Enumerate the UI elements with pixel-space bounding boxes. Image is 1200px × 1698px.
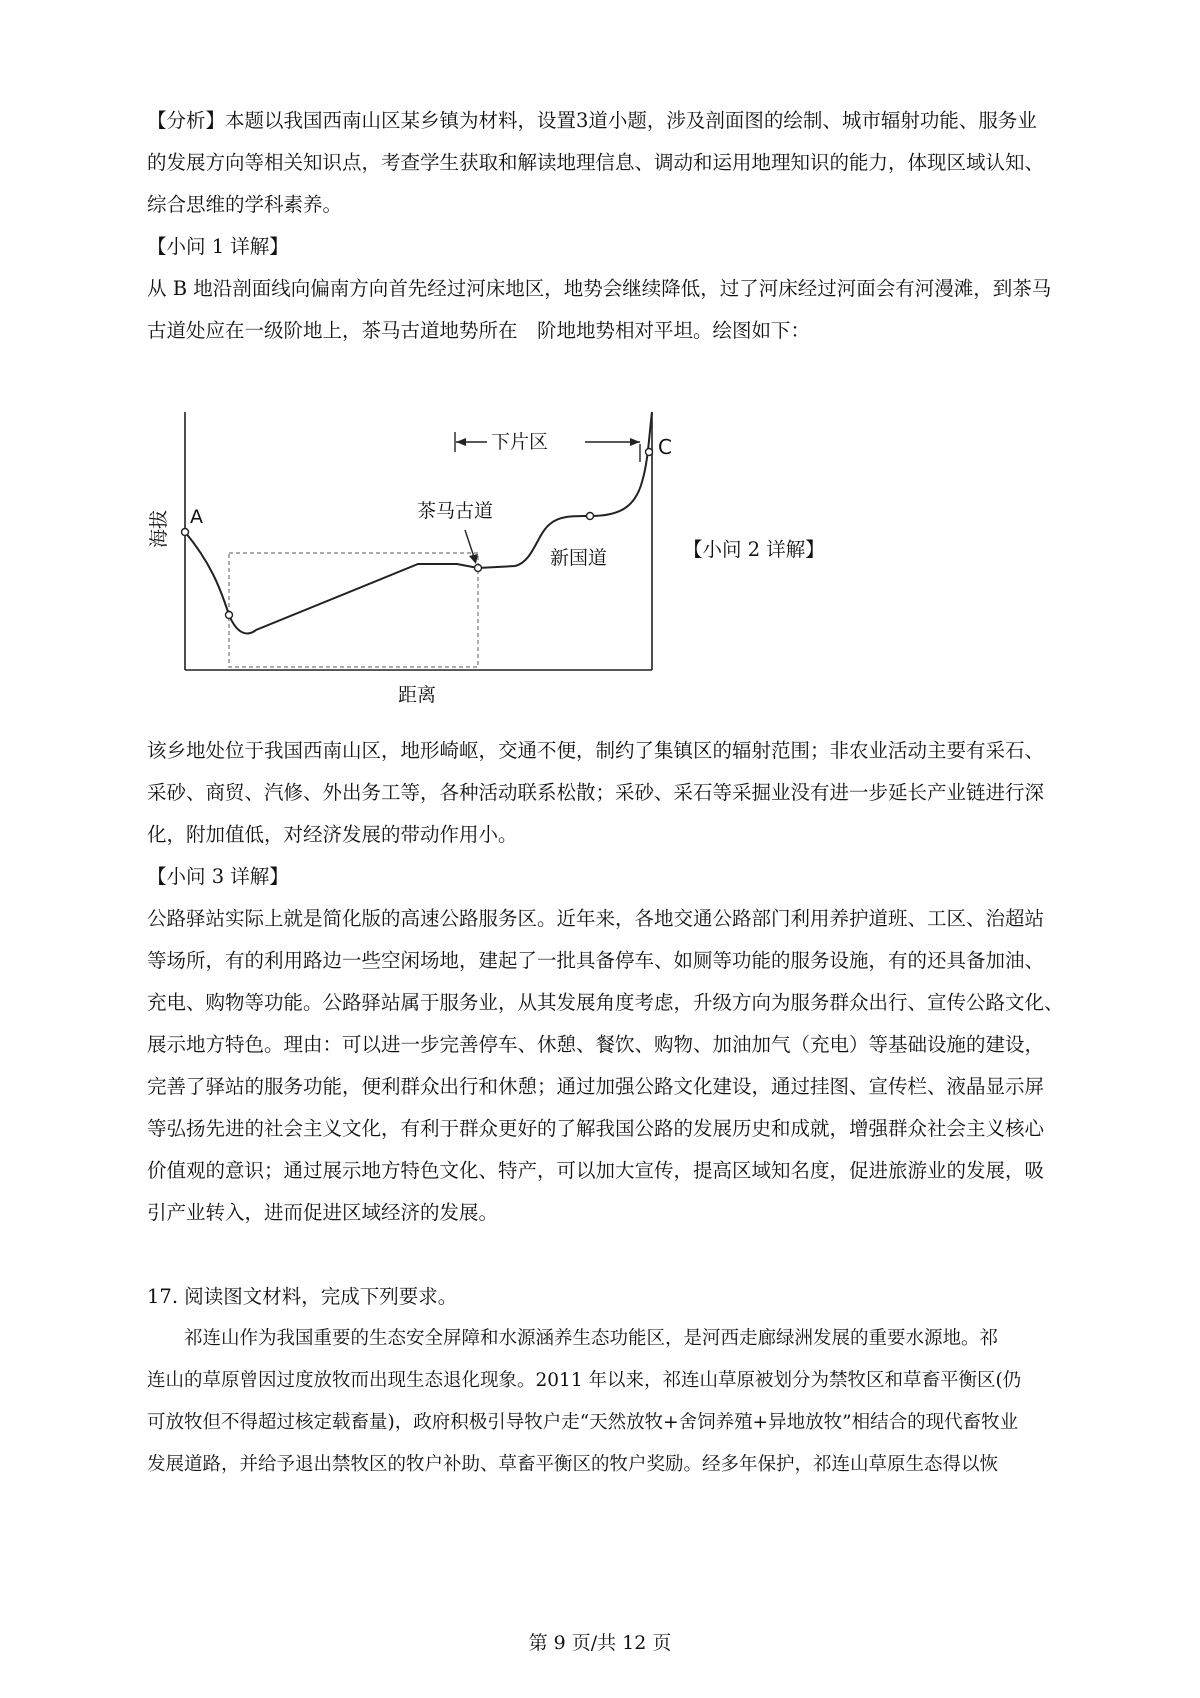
text-line: 等弘扬先进的社会主义文化，有利于群众更好的了解我国公路的发展历史和成就，增强群众社会主义核心 <box>147 1117 1045 1140</box>
text-line: 的发展方向等相关知识点，考查学生获取和解读地理信息、调动和运用地理知识的能力，体现区域认知、 <box>147 151 1045 174</box>
text-line: 展示地方特色。理由：可以进一步完善停车、休憩、餐饮、购物、加油加气（充电）等基础设施的建设， <box>147 1033 1045 1056</box>
page-footer: 第 9 页/共 12 页 <box>528 1632 672 1654</box>
text-line: 化，附加值低，对经济发展的带动作用小。 <box>147 823 518 846</box>
q1-heading: 【小问 1 详解】 <box>147 235 289 258</box>
tea-road-point-marker <box>475 565 482 572</box>
new-road-point-marker <box>587 513 594 520</box>
text-line: 发展道路，并给予退出禁牧区的牧户补助、草畜平衡区的牧户奖励。经多年保护，祁连山草原生态得以恢 <box>147 1454 999 1475</box>
label-a: A <box>190 506 203 528</box>
q3-heading: 【小问 3 详解】 <box>147 865 289 888</box>
q17-title <box>147 1276 1077 1318</box>
text-line: 【分析】本题以我国西南山区某乡镇为材料，设置3道小题，涉及剖面图的绘制、城市辐射功能、服务业 <box>147 109 1037 132</box>
text-line: 古道处应在一级阶地上，茶马古道地势所在 阶地地势相对平坦。绘图如下： <box>147 319 811 342</box>
profile-curve <box>185 412 652 633</box>
label-new-road: 新国道 <box>550 547 608 569</box>
text-line: 该乡地处位于我国西南山区，地形崎岖，交通不便，制约了集镇区的辐射范围；非农业活动主要有采石、 <box>147 739 1045 762</box>
label-c: C <box>658 435 672 459</box>
terrain-profile-figure <box>148 412 685 712</box>
text-line: 等场所，有的利用路边一些空闲场地，建起了一批具备停车、如厕等功能的服务设施，有的还具备加油、 <box>147 949 1045 972</box>
riverbed-point-marker <box>226 612 233 619</box>
label-tea-road: 茶马古道 <box>417 500 494 522</box>
point-c-marker <box>646 449 653 456</box>
text-line: 价值观的意识；通过展示地方特色文化、特产，可以加大宣传，提高区域知名度，促进旅游业的发展，吸 <box>147 1159 1045 1182</box>
q17-title-text: 17. 阅读图文材料，完成下列要求。 <box>147 1285 458 1308</box>
lower-area-arrowhead-right <box>630 438 640 446</box>
x-axis-label: 距离 <box>398 684 437 706</box>
q2-heading: 【小问 2 详解】 <box>683 538 825 561</box>
q17-material-paragraph <box>147 1318 1077 1486</box>
label-lower-area: 下片区 <box>491 431 549 453</box>
text-line: 从 B 地沿剖面线向偏南方向首先经过河床地区，地势会继续降低，过了河床经过河面会有河漫滩，到茶马 <box>147 277 1052 300</box>
y-axis-label: 海拔 <box>148 509 170 548</box>
text-line: 连山的草原曾因过度放牧而出现生态退化现象。2011 年以来，祁连山草原被划分为禁牧区和草畜平衡区(仍 <box>147 1370 1022 1391</box>
q2-paragraph <box>147 730 1077 856</box>
tea-road-pointer-arrowhead <box>469 554 478 564</box>
text-line: 完善了驿站的服务功能，便利群众出行和休憩；通过加强公路文化建设，通过挂图、宣传栏、液晶显示屏 <box>147 1075 1045 1098</box>
text-line: 公路驿站实际上就是简化版的高速公路服务区。近年来，各地交通公路部门利用养护道班、工区、治超站 <box>147 907 1045 930</box>
dashed-highlight-box <box>229 553 478 667</box>
lower-area-arrowhead-left <box>456 438 466 446</box>
text-line: 可放牧但不得超过核定载畜量)，政府积极引导牧户走“天然放牧+舍饲养殖+异地放牧”相结合的现代畜牧业 <box>147 1412 1019 1433</box>
text-line: 综合思维的学科素养。 <box>147 193 343 216</box>
text-line: 采砂、商贸、汽修、外出务工等，各种活动联系松散；采砂、采石等采掘业没有进一步延长产业链进行深 <box>147 781 1045 804</box>
q1-section <box>147 226 1077 352</box>
q3-section <box>147 856 1077 1234</box>
point-a-marker <box>182 529 189 536</box>
analysis-paragraph <box>147 100 1077 226</box>
text-line: 充电、购物等功能。公路驿站属于服务业，从其发展角度考虑，升级方向为服务群众出行、宣传公路文化、 <box>147 991 1064 1014</box>
text-line: 祁连山作为我国重要的生态安全屏障和水源涵养生态功能区，是河西走廊绿洲发展的重要水源地。祁 <box>184 1328 999 1349</box>
text-line: 引产业转入，进而促进区域经济的发展。 <box>147 1201 499 1224</box>
